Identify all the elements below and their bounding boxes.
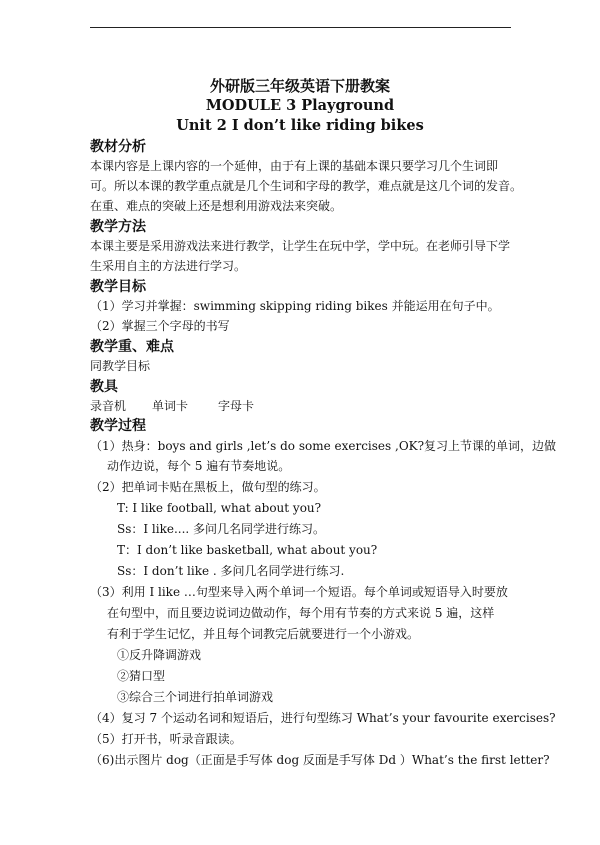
- process-line: （4）复习 7 个运动名词和短语后，进行句型练习 What’s your favourite exercises?: [90, 711, 556, 725]
- tool-item: 单词卡: [152, 399, 189, 413]
- dialogue-line: T：I don’t like basketball, what about you?: [117, 543, 378, 557]
- game-item: ②猜口型: [117, 669, 166, 683]
- method-line: 生采用自主的方法进行学习。: [90, 259, 247, 273]
- dialogue-line: Ss：I don’t like . 多问几名同学进行练习.: [117, 564, 345, 578]
- process-line: （2）把单词卡贴在黑板上，做句型的练习。: [90, 480, 326, 494]
- keypoints-line: 同教学目标: [90, 359, 151, 373]
- process-line: （3）利用 I like …句型来导入两个单词一个短语。每个单词或短语导入时要放: [90, 585, 508, 599]
- section-heading-method: 教学方法: [90, 219, 146, 235]
- goal-item: （2）掌握三个字母的书写: [90, 319, 230, 333]
- method-line: 本课主要是采用游戏法来进行教学，让学生在玩中学，学中玩。在老师引导下学: [90, 239, 511, 253]
- dialogue-line: T: I like football, what about you?: [117, 501, 322, 515]
- analysis-line: 在重、难点的突破上还是想利用游戏法来突破。: [90, 199, 343, 213]
- game-item: ③综合三个词进行拍单词游戏: [117, 690, 274, 704]
- process-line: 动作边说，每个 5 遍有节奏地说。: [107, 459, 291, 473]
- goal-item: （1）学习并掌握：swimming skipping riding bikes 并能运用在句子中。: [90, 299, 500, 313]
- analysis-line: 本课内容是上课内容的一个延伸，由于有上课的基础本课只要学习几个生词即: [90, 159, 499, 173]
- process-line: 有利于学生记忆，并且每个词教完后就要进行一个小游戏。: [107, 627, 420, 641]
- analysis-line: 可。所以本课的教学重点就是几个生词和字母的教学，难点就是这几个词的发音。: [90, 179, 523, 193]
- dialogue-line: Ss：I like.... 多问几名同学进行练习。: [117, 522, 326, 536]
- process-line: （6)出示图片 dog（正面是手写体 dog 反面是手写体 Dd ）What’s the first letter?: [90, 753, 550, 767]
- game-item: ①反升降调游戏: [117, 648, 202, 662]
- tool-item: 字母卡: [218, 399, 255, 413]
- tool-item: 录音机: [90, 399, 127, 413]
- document-title: 外研版三年级英语下册教案: [209, 77, 390, 95]
- unit-title: Unit 2 I don’t like riding bikes: [176, 117, 424, 134]
- process-line: 在句型中，而且要边说词边做动作，每个用有节奏的方式来说 5 遍，这样: [107, 606, 495, 620]
- process-line: （1）热身：boys and girls ,let’s do some exercises ,OK?复习上节课的单词，边做: [90, 439, 557, 453]
- section-heading-goals: 教学目标: [90, 279, 146, 295]
- section-heading-process: 教学过程: [90, 418, 146, 434]
- section-heading-tools: 教具: [90, 379, 118, 395]
- process-line: （5）打开书，听录音跟读。: [90, 732, 242, 746]
- module-title: MODULE 3 Playground: [205, 97, 395, 114]
- section-heading-analysis: 教材分析: [90, 139, 146, 155]
- section-heading-keypoints: 教学重、难点: [90, 339, 174, 355]
- header-rule: [90, 27, 511, 28]
